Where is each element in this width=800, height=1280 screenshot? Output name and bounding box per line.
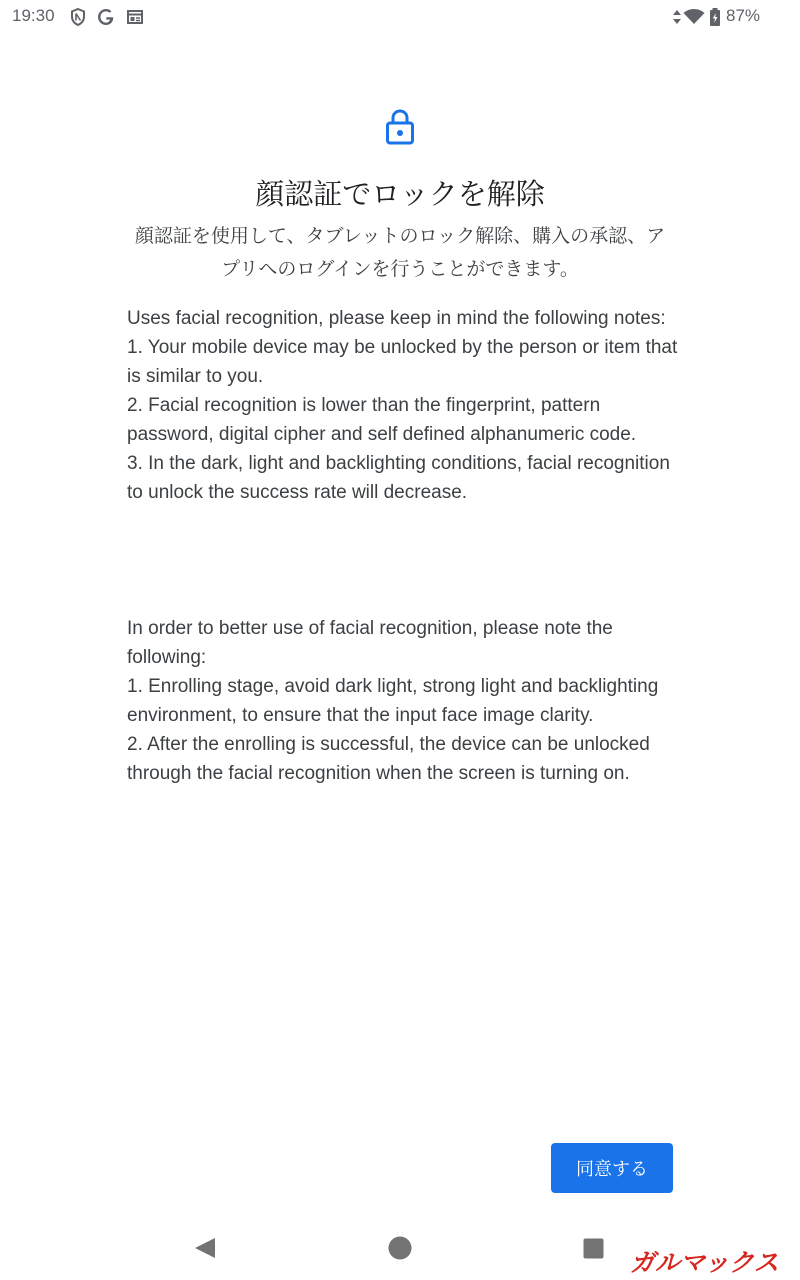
agree-button[interactable]: 同意する xyxy=(551,1143,673,1193)
status-bar xyxy=(0,0,800,34)
battery-percent: 87% xyxy=(726,6,761,25)
page-title: 顔認証でロックを解除 xyxy=(255,177,545,211)
watermark-text: ガルマックス xyxy=(630,1248,779,1276)
news-icon xyxy=(125,7,145,27)
watermark-logo xyxy=(628,1246,792,1276)
notes-paragraph-1: Uses facial recognition, please keep in mind the following notes: 1. Your mobile device may be unlocked by the person or item that is similar to you. 2. Facial recognition is lower than the fingerprint, pattern password, digital cipher and self defined alphanumeric code. 3. In the dark, light and backlighting conditions, facial recognition to unlock the success rate will decrease. xyxy=(127,308,678,503)
back-icon[interactable] xyxy=(193,1236,217,1260)
shield-icon xyxy=(68,7,88,27)
notes-paragraph-2: In order to better use of facial recognition, please note the following: 1. Enrolling stage, avoid dark light, strong light and backlighting environment, to ensure that the input face image clarity. 2. After the enrolling is successful, the device can be unlocked through the facial recognition when the screen is turning on. xyxy=(127,618,659,784)
lock-icon xyxy=(384,108,416,146)
battery-icon xyxy=(708,7,722,27)
home-icon[interactable] xyxy=(388,1236,412,1260)
google-icon xyxy=(96,7,116,27)
wifi-icon xyxy=(682,7,706,27)
page-subtitle: 顔認証を使用して、タブレットのロック解除、購入の承認、アプリへのログインを行うことができます。 xyxy=(134,225,666,280)
recents-icon[interactable] xyxy=(583,1238,604,1259)
status-time: 19:30 xyxy=(12,6,55,25)
